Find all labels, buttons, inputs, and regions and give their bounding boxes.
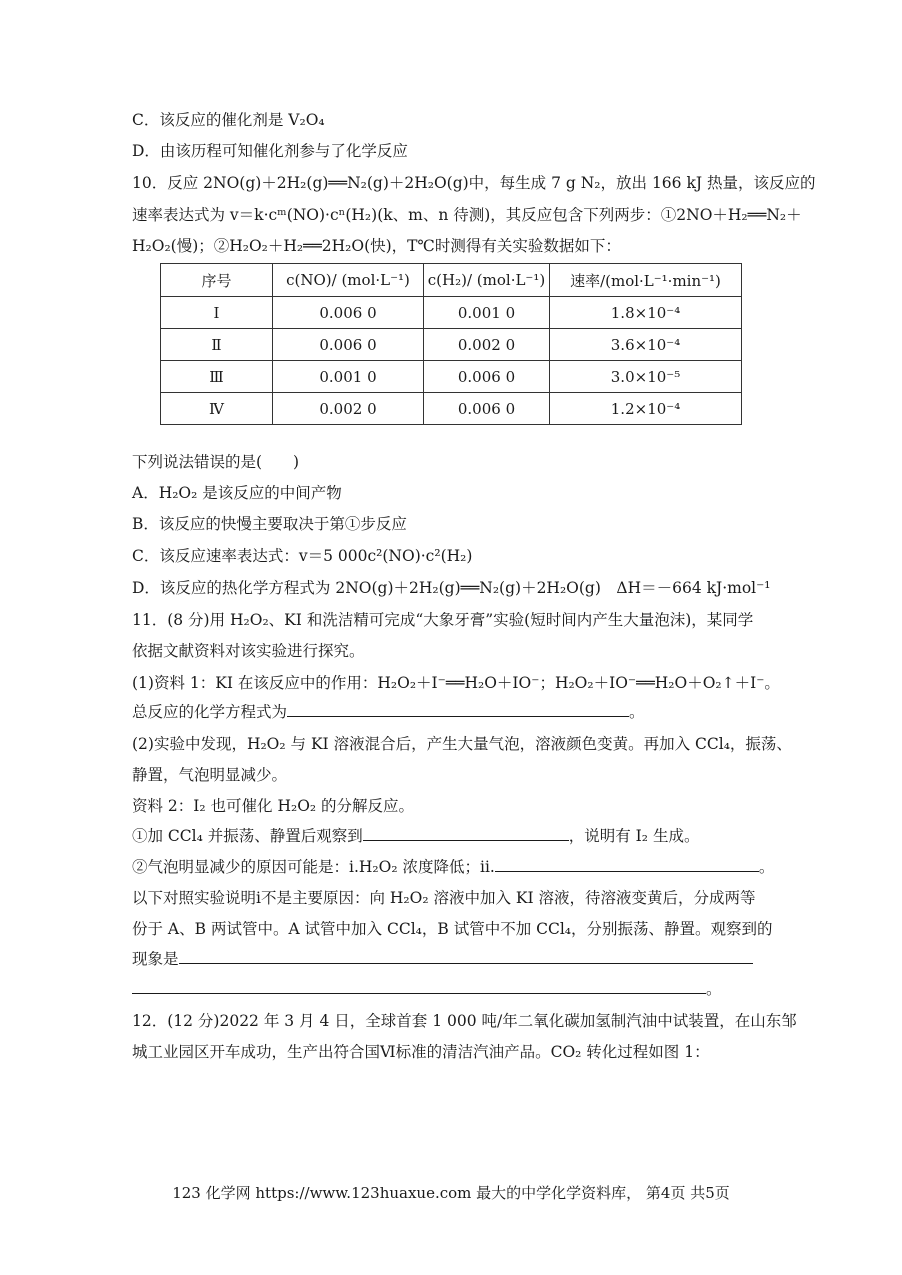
table-cell: 0.006 0 xyxy=(273,297,424,329)
subquestion-1-tail: ，说明有 I₂ 生成。 xyxy=(568,827,700,845)
table-cell: 0.006 0 xyxy=(424,393,550,425)
table-cell: 1.8×10⁻⁴ xyxy=(550,297,742,329)
table-header-cell: 序号 xyxy=(161,264,273,297)
table-row xyxy=(161,393,742,425)
table-cell: Ⅱ xyxy=(161,329,273,361)
q12-stem-line-2: 城工业园区开车成功，生产出符合国Ⅵ标准的清洁汽油产品。CO₂ 转化过程如图 1： xyxy=(132,1043,710,1061)
table-cell: 3.0×10⁻⁵ xyxy=(550,361,742,393)
period: 。 xyxy=(629,703,645,721)
answer-blank[interactable] xyxy=(287,702,629,717)
q11-subquestion-2 xyxy=(132,856,774,878)
answer-blank[interactable] xyxy=(179,949,753,964)
q11-subquestion-1 xyxy=(132,825,699,847)
table-row xyxy=(161,361,742,393)
period: 。 xyxy=(706,980,722,998)
q11-part1-prompt: 总反应的化学方程式为 xyxy=(132,703,288,721)
q10-option-d: D．该反应的热化学方程式为 2NO(g)＋2H₂(g)══N₂(g)＋2H₂O(g) ΔH＝－664 kJ·mol⁻¹ xyxy=(132,579,771,597)
table-cell: 0.002 0 xyxy=(273,393,424,425)
page-footer: 123 化学网 https://www.123huaxue.com 最大的中学化学资料库， 第4页 共5页 xyxy=(172,1184,730,1202)
q10-option-a: A．H₂O₂ 是该反应的中间产物 xyxy=(132,484,342,502)
q11-stem-line-2: 依据文献资料对该实验进行探究。 xyxy=(132,642,365,660)
q11-stem-line-1: 11．(8 分)用 H₂O₂、KI 和洗洁精可完成“大象牙膏”实验(短时间内产生大量泡沫)，某同学 xyxy=(132,611,754,629)
q9-option-c: C．该反应的催化剂是 V₂O₄ xyxy=(132,111,325,129)
q11-control-line-1: 以下对照实验说明ⅰ不是主要原因：向 H₂O₂ 溶液中加入 KI 溶液，待溶液变黄后，分成两等 xyxy=(132,889,756,907)
q11-part2-line-1: (2)实验中发现，H₂O₂ 与 KI 溶液混合后，产生大量气泡，溶液颜色变黄。再加入 CCl₄，振荡、 xyxy=(132,735,792,753)
q10-option-b: B．该反应的快慢主要取决于第①步反应 xyxy=(132,515,407,533)
table-cell: 0.002 0 xyxy=(424,329,550,361)
q9-option-d: D．由该历程可知催化剂参与了化学反应 xyxy=(132,142,408,160)
q10-option-c: C．该反应速率表达式：v＝5 000c²(NO)·c²(H₂) xyxy=(132,547,473,565)
q11-part1-line-2 xyxy=(132,701,645,723)
q11-part2-line-2: 静置，气泡明显减少。 xyxy=(132,766,288,784)
table-header-cell: c(H₂)/ (mol·L⁻¹) xyxy=(424,264,550,297)
table-header-cell: c(NO)/ (mol·L⁻¹) xyxy=(273,264,424,297)
table-cell: 1.2×10⁻⁴ xyxy=(550,393,742,425)
q11-control-line-3 xyxy=(132,948,753,970)
answer-blank[interactable] xyxy=(363,826,569,841)
q12-stem-line-1: 12．(12 分)2022 年 3 月 4 日，全球首套 1 000 吨/年二氧化碳加氢制汽油中试装置，在山东邹 xyxy=(132,1012,797,1030)
subquestion-2-prompt: ②气泡明显减少的原因可能是：ⅰ.H₂O₂ 浓度降低；ⅱ. xyxy=(132,858,495,876)
table-cell: Ⅰ xyxy=(161,297,273,329)
q10-stem-line-3: H₂O₂(慢)；②H₂O₂＋H₂══2H₂O(快)，T℃时测得有关实验数据如下： xyxy=(132,237,621,255)
q11-part1-line-1: (1)资料 1：KI 在该反应中的作用：H₂O₂＋I⁻══H₂O＋IO⁻；H₂O₂＋IO⁻══H₂O＋O₂↑＋I⁻。 xyxy=(132,674,780,692)
q10-stem-line-1: 10．反应 2NO(g)＋2H₂(g)══N₂(g)＋2H₂O(g)中，每生成 7 g N₂，放出 166 kJ 热量，该反应的 xyxy=(132,174,816,192)
answer-blank[interactable] xyxy=(495,857,759,872)
q10-stem-line-2: 速率表达式为 v＝k·cᵐ(NO)·cⁿ(H₂)(k、m、n 待测)，其反应包含下列两步：①2NO＋H₂══N₂＋ xyxy=(132,206,802,224)
table-cell: 0.006 0 xyxy=(424,361,550,393)
q11-reference-2: 资料 2：I₂ 也可催化 H₂O₂ 的分解反应。 xyxy=(132,797,415,815)
q10-question: 下列说法错误的是( ) xyxy=(132,453,300,471)
phenomenon-prompt: 现象是 xyxy=(132,950,179,968)
table-row xyxy=(161,297,742,329)
table-cell: 0.001 0 xyxy=(424,297,550,329)
q11-control-line-2: 份于 A、B 两试管中。A 试管中加入 CCl₄，B 试管中不加 CCl₄，分别振荡、静置。观察到的 xyxy=(132,920,773,938)
table-cell: 0.001 0 xyxy=(273,361,424,393)
table-cell: 3.6×10⁻⁴ xyxy=(550,329,742,361)
answer-blank[interactable] xyxy=(132,979,706,994)
experiment-data-table xyxy=(160,263,742,425)
table-cell: Ⅳ xyxy=(161,393,273,425)
table-cell: Ⅲ xyxy=(161,361,273,393)
table-header-cell: 速率/(mol·L⁻¹·min⁻¹) xyxy=(550,264,742,297)
period: 。 xyxy=(758,858,775,876)
table-cell: 0.006 0 xyxy=(273,329,424,361)
table-row xyxy=(161,329,742,361)
q11-control-line-4 xyxy=(132,978,722,1000)
table-header-row xyxy=(161,264,742,297)
subquestion-1-prompt: ①加 CCl₄ 并振荡、静置后观察到 xyxy=(132,827,363,845)
